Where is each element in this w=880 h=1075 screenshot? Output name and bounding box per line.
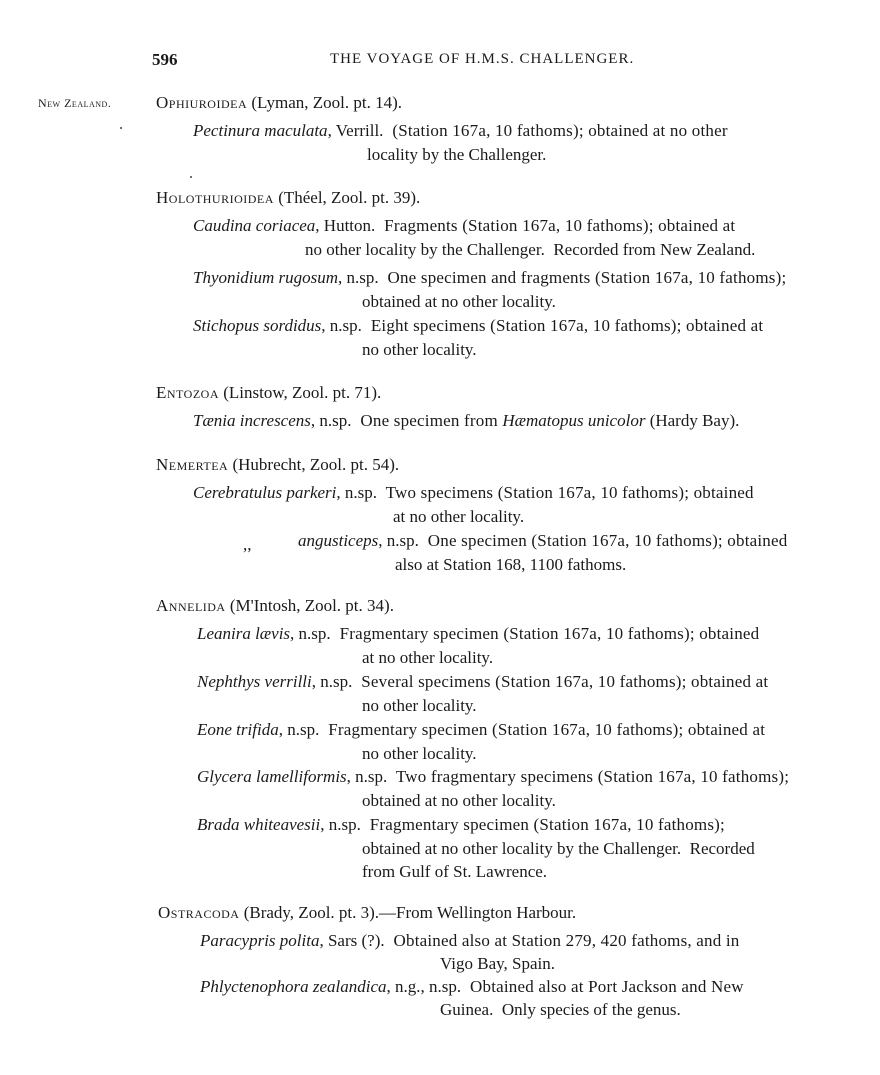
species-name: Brada whiteavesii (197, 815, 321, 834)
entry-note: Several specimens (Station 167a, 10 fathoms); obtained at (352, 672, 769, 691)
species-author: , n.sp. (336, 483, 378, 502)
species-name: Tænia increscens (193, 411, 311, 430)
species-name: angusticeps (298, 531, 379, 550)
entry-continuation: obtained at no other locality by the Challenger. Recorded (362, 839, 755, 858)
entry-line (197, 767, 789, 787)
group-reference: (Lyman, Zool. pt. 14). (247, 93, 402, 112)
group-heading-ostracoda (158, 903, 576, 923)
entry-note: Obtained also at Port Jackson and New (461, 977, 744, 996)
species-author: , n.sp. (378, 531, 419, 550)
group-heading-annelida (156, 596, 394, 616)
running-title: THE VOYAGE OF H.M.S. CHALLENGER. (330, 51, 635, 67)
species-author: , n.sp. (337, 268, 379, 287)
species-name: Paracypris polita (200, 931, 320, 950)
entry-note: Fragmentary specimen (Station 167a, 10 fathoms); (360, 815, 725, 834)
entry-note-tail: (Hardy Bay). (645, 411, 740, 430)
entry-line (193, 216, 735, 236)
species-author: , Sars (?). (319, 931, 385, 950)
entry-note: Fragmentary specimen (Station 167a, 10 fathoms); obtained (330, 624, 760, 643)
entry-continuation: at no other locality. (362, 648, 494, 667)
entry-line (193, 121, 728, 141)
entry-note: One specimen from (351, 411, 503, 430)
species-name: Cerebratulus parkeri (193, 483, 337, 502)
margin-label: New Zealand. (38, 96, 112, 110)
entry-continuation: no other locality by the Challenger. Recorded from New Zealand. (305, 240, 756, 259)
entry-line (197, 624, 759, 644)
species-author: , n.g., n.sp. (386, 977, 462, 996)
print-speck (190, 176, 192, 178)
entry-line (197, 720, 765, 740)
species-author: , n.sp. (290, 624, 331, 643)
group-name: Holothurioidea (156, 188, 274, 207)
entry-continuation: obtained at no other locality. (362, 292, 556, 311)
group-name: Ophiuroidea (156, 93, 248, 112)
entry-note: One specimen (Station 167a, 10 fathoms); obtained (418, 531, 788, 550)
ditto-mark: ,, (243, 535, 252, 554)
species-name: Caudina coriacea (193, 216, 316, 235)
group-heading-holothurioidea (156, 188, 420, 208)
group-reference: (Brady, Zool. pt. 3).—From Wellington Harbour. (239, 903, 577, 922)
page-number: 596 (152, 50, 178, 69)
entry-line (200, 931, 740, 951)
species-author: , n.sp. (278, 720, 320, 739)
group-heading-nemertea (156, 455, 399, 475)
entry-continuation: from Gulf of St. Lawrence. (362, 862, 548, 881)
entry-line (298, 531, 787, 551)
species-author: , n.sp. (346, 767, 388, 786)
species-author: , Hutton. (315, 216, 376, 235)
entry-line (193, 268, 786, 288)
group-reference: (Linstow, Zool. pt. 71). (219, 383, 382, 402)
species-name: Pectinura maculata (193, 121, 328, 140)
entry-continuation: also at Station 168, 1100 fathoms. (395, 555, 627, 574)
species-author: , n.sp. (320, 815, 361, 834)
entry-line (193, 316, 763, 336)
group-reference: (Théel, Zool. pt. 39). (273, 188, 421, 207)
entry-note: (Station 167a, 10 fathoms); obtained at no other (383, 121, 728, 140)
entry-note: Two fragmentary specimens (Station 167a, 10 fathoms); (387, 767, 790, 786)
entry-line (197, 815, 725, 835)
species-name: Leanira lævis (197, 624, 291, 643)
entry-line (193, 411, 739, 431)
print-speck (120, 127, 122, 129)
species-author: , n.sp. (311, 672, 353, 691)
species-name: Glycera lamelliformis (197, 767, 347, 786)
species-name: Thyonidium rugosum (193, 268, 338, 287)
species-name: Stichopus sordidus (193, 316, 322, 335)
entry-line (200, 977, 744, 997)
host-species-name: Hæmatopus unicolor (502, 411, 646, 430)
group-reference: (Hubrecht, Zool. pt. 54). (228, 455, 400, 474)
entry-note: Obtained also at Station 279, 420 fathoms, and in (384, 931, 740, 950)
group-name: Ostracoda (158, 903, 240, 922)
entry-continuation: locality by the Challenger. (367, 145, 547, 164)
entry-continuation: no other locality. (362, 340, 477, 359)
entry-continuation: no other locality. (362, 744, 477, 763)
entry-continuation: at no other locality. (393, 507, 525, 526)
group-name: Entozoa (156, 383, 219, 402)
entry-note: Fragmentary specimen (Station 167a, 10 fathoms); obtained at (319, 720, 766, 739)
group-heading-ophiuroidea (156, 93, 402, 113)
entry-note: Fragments (Station 167a, 10 fathoms); obtained at (375, 216, 736, 235)
group-heading-entozoa (156, 383, 381, 403)
entry-note: Two specimens (Station 167a, 10 fathoms); obtained (377, 483, 754, 502)
entry-continuation: Guinea. Only species of the genus. (440, 1000, 681, 1019)
entry-continuation: Vigo Bay, Spain. (440, 954, 555, 973)
group-reference: (M'Intosh, Zool. pt. 34). (225, 596, 394, 615)
species-name: Phlyctenophora zealandica (200, 977, 387, 996)
species-name: Nephthys verrilli (197, 672, 312, 691)
entry-note: Eight specimens (Station 167a, 10 fathoms); obtained at (361, 316, 764, 335)
entry-continuation: no other locality. (362, 696, 477, 715)
species-author: , Verrill. (327, 121, 384, 140)
entry-line (193, 483, 754, 503)
group-name: Nemertea (156, 455, 229, 474)
entry-continuation: obtained at no other locality. (362, 791, 556, 810)
entry-line (197, 672, 768, 692)
group-name: Annelida (156, 596, 226, 615)
species-name: Eone trifida (197, 720, 279, 739)
species-author: , n.sp. (310, 411, 352, 430)
species-author: , n.sp. (321, 316, 362, 335)
entry-note: One specimen and fragments (Station 167a, 10 fathoms); (378, 268, 787, 287)
